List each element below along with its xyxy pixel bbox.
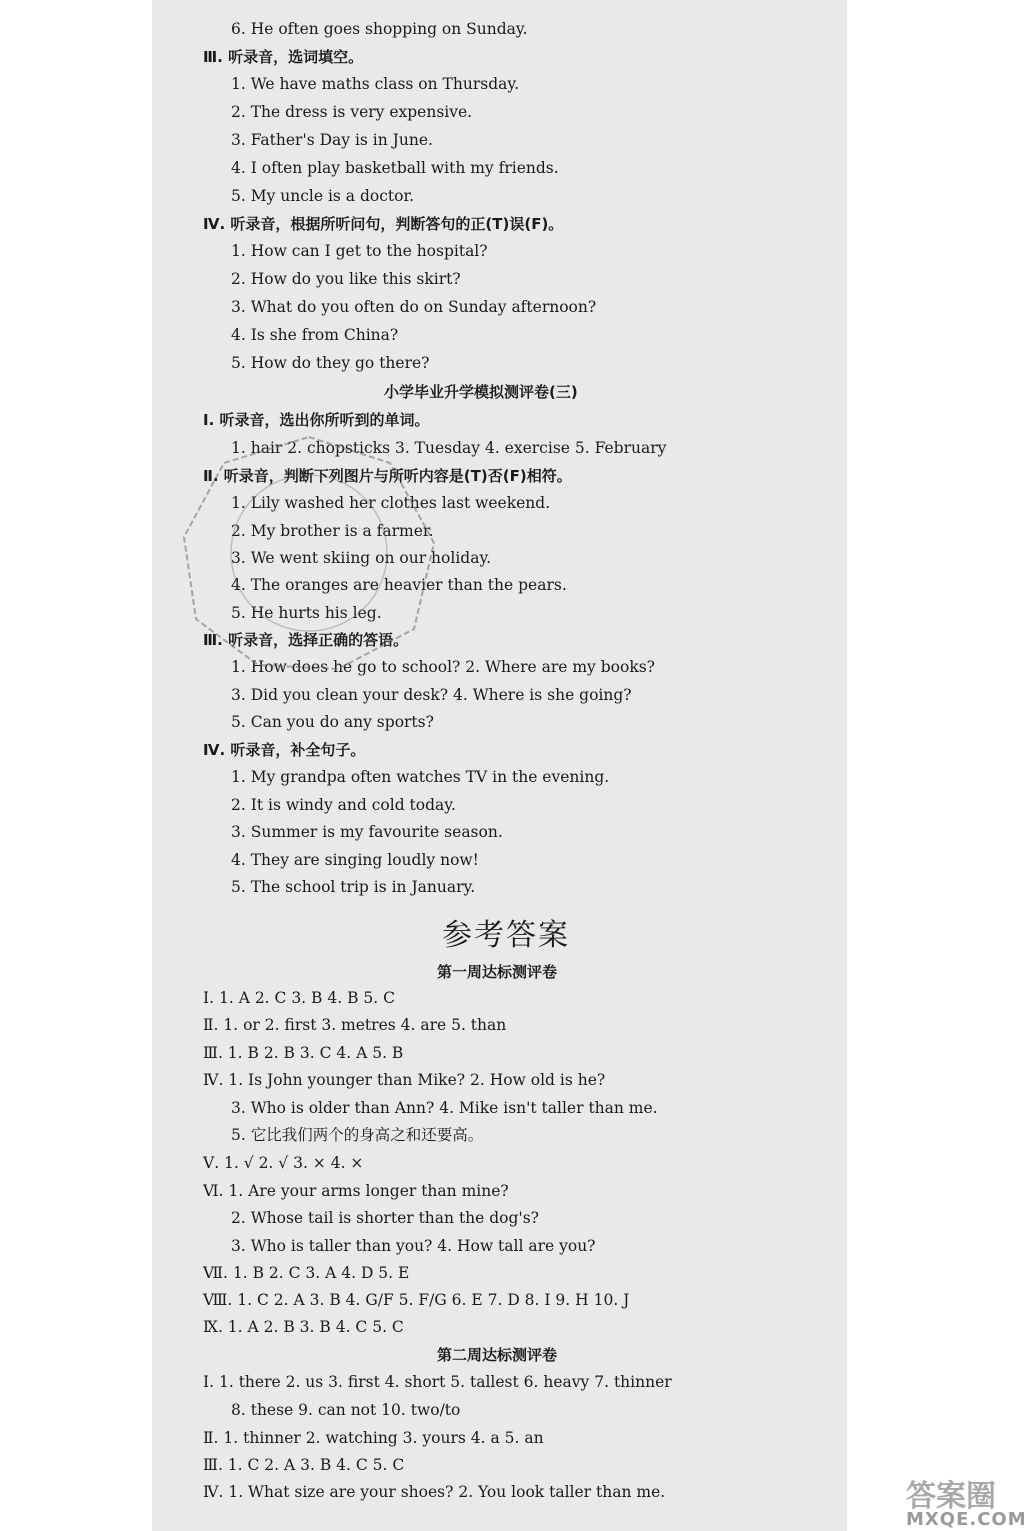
test-title: 第二周达标测评卷 xyxy=(437,1346,558,1364)
answer-row: Ⅳ. 1. What size are your shoes? 2. You look taller than me. xyxy=(203,1483,666,1501)
section-header: Ⅳ. 听录音，补全句子。 xyxy=(203,741,366,759)
script-line: 5. How do they go there? xyxy=(231,354,430,372)
answer-row: 5. 它比我们两个的身高之和还要高。 xyxy=(231,1126,484,1144)
answer-row: Ⅴ. 1. √ 2. √ 3. × 4. × xyxy=(203,1154,364,1172)
script-line: 1. How can I get to the hospital? xyxy=(231,242,488,260)
script-line: 3. Did you clean your desk? 4. Where is she going? xyxy=(231,686,632,704)
script-line: 1. hair 2. chopsticks 3. Tuesday 4. exercise 5. February xyxy=(231,439,667,457)
answer-row: Ⅱ. 1. or 2. first 3. metres 4. are 5. than xyxy=(203,1016,507,1034)
answer-row: Ⅳ. 1. Is John younger than Mike? 2. How old is he? xyxy=(203,1071,606,1089)
answer-row: 3. Who is older than Ann? 4. Mike isn't taller than me. xyxy=(231,1099,658,1117)
script-line: 4. I often play basketball with my friends. xyxy=(231,159,559,177)
test-title: 第一周达标测评卷 xyxy=(437,963,558,981)
answer-row: Ⅵ. 1. Are your arms longer than mine? xyxy=(203,1182,509,1200)
script-line: 4. The oranges are heavier than the pears. xyxy=(231,576,567,594)
script-line: 1. We have maths class on Thursday. xyxy=(231,75,520,93)
script-line: 4. Is she from China? xyxy=(231,326,399,344)
answer-row: Ⅰ. 1. A 2. C 3. B 4. B 5. C xyxy=(203,989,395,1007)
stamp-mark xyxy=(178,433,440,673)
script-line: 3. We went skiing on our holiday. xyxy=(231,549,492,567)
script-line: 2. My brother is a farmer. xyxy=(231,522,434,540)
answer-row: 8. these 9. can not 10. two/to xyxy=(231,1401,461,1419)
section-header: Ⅲ. 听录音，选词填空。 xyxy=(203,48,364,66)
answers-heading: 参考答案 xyxy=(442,918,570,953)
section-header: Ⅳ. 听录音，根据所听问句，判断答句的正(T)误(F)。 xyxy=(203,215,564,233)
script-line: 5. He hurts his leg. xyxy=(231,604,382,622)
script-line: 2. How do you like this skirt? xyxy=(231,270,461,288)
script-line: 1. Lily washed her clothes last weekend. xyxy=(231,494,551,512)
test-title: 小学毕业升学模拟测评卷(三) xyxy=(384,383,578,401)
script-line: 3. Father's Day is in June. xyxy=(231,131,433,149)
section-header: Ⅱ. 听录音，判断下列图片与所听内容是(T)否(F)相符。 xyxy=(203,467,572,485)
script-line: 1. How does he go to school? 2. Where are my books? xyxy=(231,658,655,676)
script-line: 3. Summer is my favourite season. xyxy=(231,823,503,841)
watermark-logo: 答案圈 xyxy=(906,1479,996,1514)
section-header: Ⅰ. 听录音，选出你所听到的单词。 xyxy=(203,411,430,429)
answer-row: Ⅱ. 1. thinner 2. watching 3. yours 4. a 5. an xyxy=(203,1429,544,1447)
answer-row: Ⅸ. 1. A 2. B 3. B 4. C 5. C xyxy=(203,1318,404,1336)
script-line: 2. It is windy and cold today. xyxy=(231,796,456,814)
script-line: 4. They are singing loudly now! xyxy=(231,851,479,869)
answer-row: Ⅶ. 1. B 2. C 3. A 4. D 5. E xyxy=(203,1264,410,1282)
answer-row: Ⅰ. 1. there 2. us 3. first 4. short 5. tallest 6. heavy 7. thinner xyxy=(203,1373,672,1391)
script-line: 2. The dress is very expensive. xyxy=(231,103,473,121)
script-line: 1. My grandpa often watches TV in the evening. xyxy=(231,768,610,786)
answer-row: Ⅷ. 1. C 2. A 3. B 4. G/F 5. F/G 6. E 7. D 8. I 9. H 10. J xyxy=(203,1291,630,1309)
section-header: Ⅲ. 听录音，选择正确的答语。 xyxy=(203,631,409,649)
script-line: 5. Can you do any sports? xyxy=(231,713,434,731)
answer-row: 3. Who is taller than you? 4. How tall are you? xyxy=(231,1237,596,1255)
right-margin xyxy=(847,0,1000,1531)
answer-row: 2. Whose tail is shorter than the dog's? xyxy=(231,1209,539,1227)
answer-row: Ⅲ. 1. C 2. A 3. B 4. C 5. C xyxy=(203,1456,405,1474)
script-line: 6. He often goes shopping on Sunday. xyxy=(231,20,528,38)
script-line: 5. My uncle is a doctor. xyxy=(231,187,415,205)
script-line: 3. What do you often do on Sunday afternoon? xyxy=(231,298,597,316)
watermark-domain: MXQE.COM xyxy=(906,1509,1027,1530)
script-line: 5. The school trip is in January. xyxy=(231,878,476,896)
answer-row: Ⅲ. 1. B 2. B 3. C 4. A 5. B xyxy=(203,1044,404,1062)
